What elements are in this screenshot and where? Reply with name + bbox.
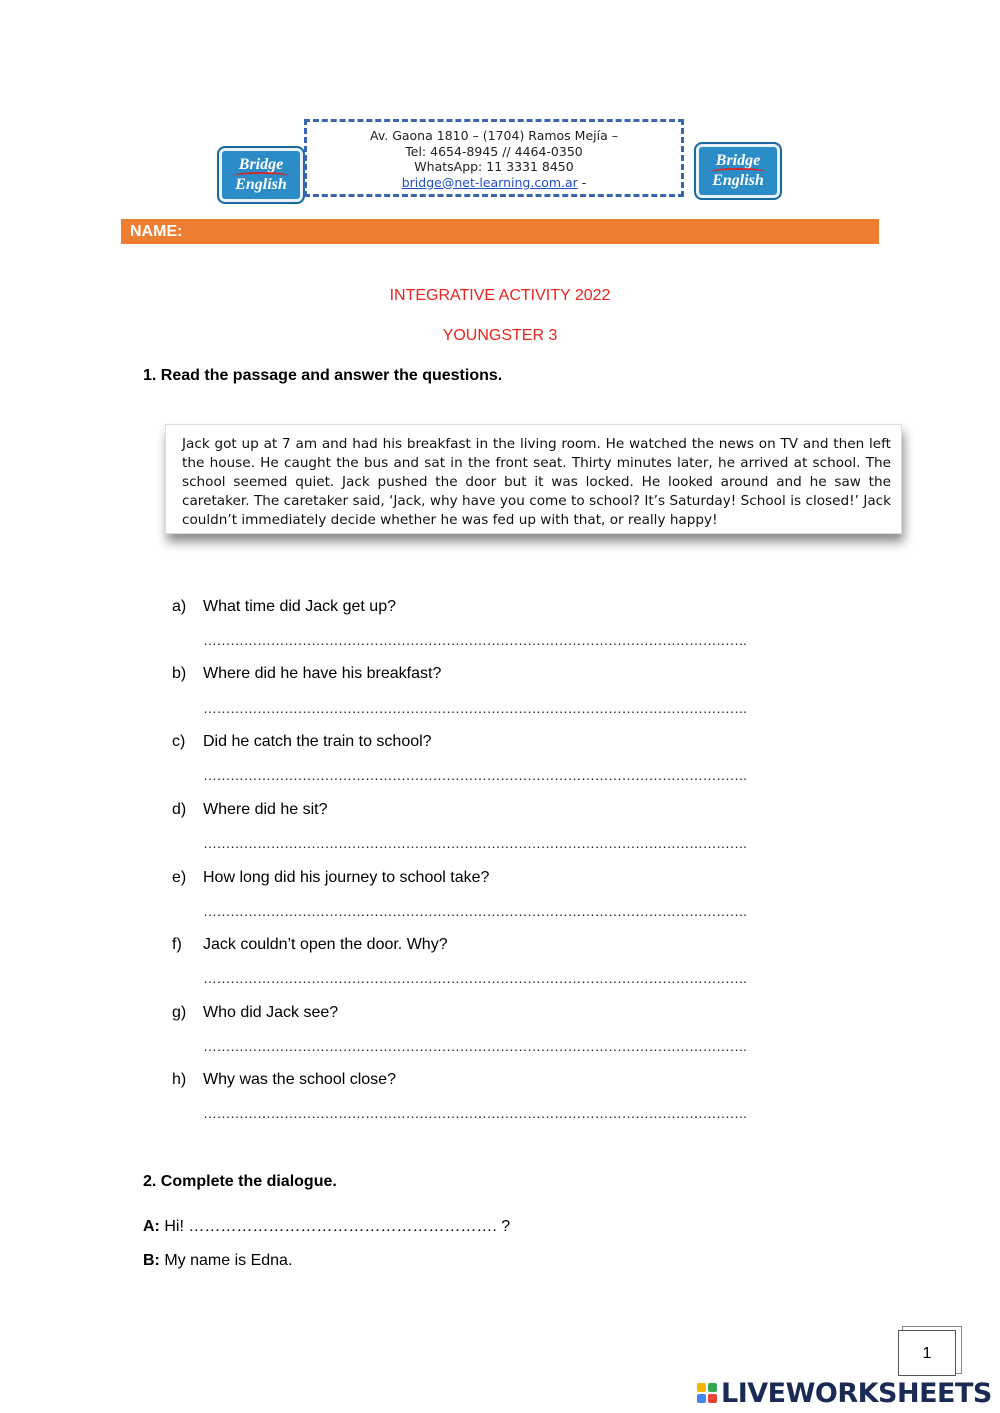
question-text: How long did his journey to school take? [203,869,490,886]
answer-line[interactable]: …………………………………………………………………………………………………………. [203,700,747,716]
question-letter: c) [172,733,186,750]
question-text: Where did he sit? [203,801,328,818]
logo-left-line2: English [235,176,287,193]
email-link[interactable]: bridge@net-learning.com.ar [401,174,578,190]
liveworksheets-text: LIVEWORKSHEETS [721,1377,992,1409]
question-letter: g) [172,1004,187,1021]
bridge-english-logo-right [694,142,782,200]
dialogue-line-b [143,1252,292,1270]
answer-line[interactable]: …………………………………………………………………………………………………………. [203,903,747,919]
question-letter: b) [172,665,187,682]
telephone-line: Tel: 4654-8945 // 4464-0350 [405,143,583,159]
question-letter: d) [172,801,187,818]
question-text: Did he catch the train to school? [203,733,432,750]
question-letter: a) [172,598,187,615]
address-line: Av. Gaona 1810 – (1704) Ramos Mejía – [370,128,618,143]
answer-line[interactable]: …………………………………………………………………………………………………………. [203,1038,747,1054]
page-title: INTEGRATIVE ACTIVITY 2022 [389,287,611,304]
question-letter: e) [172,869,187,886]
answer-line[interactable]: …………………………………………………………………………………………………………. [203,970,747,986]
logo-right-line2: English [712,172,764,189]
question-letter: f) [172,936,182,953]
question-letter: h) [172,1071,187,1088]
dialogue-line-a [143,1218,510,1236]
address-box [304,119,684,197]
dialogue-text-a[interactable]: Hi! …………………………………………………. ? [159,1218,511,1235]
speaker-b: B: [143,1252,160,1269]
whatsapp-line: WhatsApp: 11 3331 8450 [414,159,574,174]
question-text: What time did Jack get up? [203,598,396,615]
speaker-a: A: [143,1218,160,1235]
liveworksheets-icon [697,1383,717,1403]
bridge-english-logo-left [217,146,305,204]
page-number: 1 [898,1330,956,1376]
section2-heading: 2. Complete the dialogue. [143,1173,337,1190]
answer-line[interactable]: …………………………………………………………………………………………………………. [203,1105,747,1121]
logo-left-line1: Bridge [238,156,284,173]
dialogue-text-b: My name is Edna. [159,1252,293,1269]
answer-line[interactable]: …………………………………………………………………………………………………………. [203,632,747,648]
answer-line[interactable]: …………………………………………………………………………………………………………. [203,767,747,783]
question-text: Why was the school close? [203,1071,396,1088]
email-suffix: - [577,174,587,190]
name-bar[interactable] [121,219,879,244]
email-line [307,175,681,191]
logo-right-line1: Bridge [715,152,761,169]
question-text: Where did he have his breakfast? [203,665,442,682]
answer-line[interactable]: …………………………………………………………………………………………………………. [203,835,747,851]
section1-heading: 1. Read the passage and answer the questions. [143,367,503,384]
question-text: Who did Jack see? [203,1004,339,1021]
question-text: Jack couldn’t open the door. Why? [203,936,448,953]
reading-passage: Jack got up at 7 am and had his breakfast in the living room. He watched the news on TV and then left the house. He caught the bus and sat in the front seat. Thirty minutes later, he arrived at school. The school seemed quiet. Jack pushed the door but it was locked. He looked around and he saw the caretaker. The caretaker said, ‘Jack, why have you come to school? It’s Saturday! School is closed!’ Jack couldn’t immediately decide whether he was fed up with that, or really happy! [165,424,902,534]
page-subtitle: YOUNGSTER 3 [442,327,558,344]
name-label: NAME: [130,223,183,240]
liveworksheets-logo [697,1376,992,1410]
